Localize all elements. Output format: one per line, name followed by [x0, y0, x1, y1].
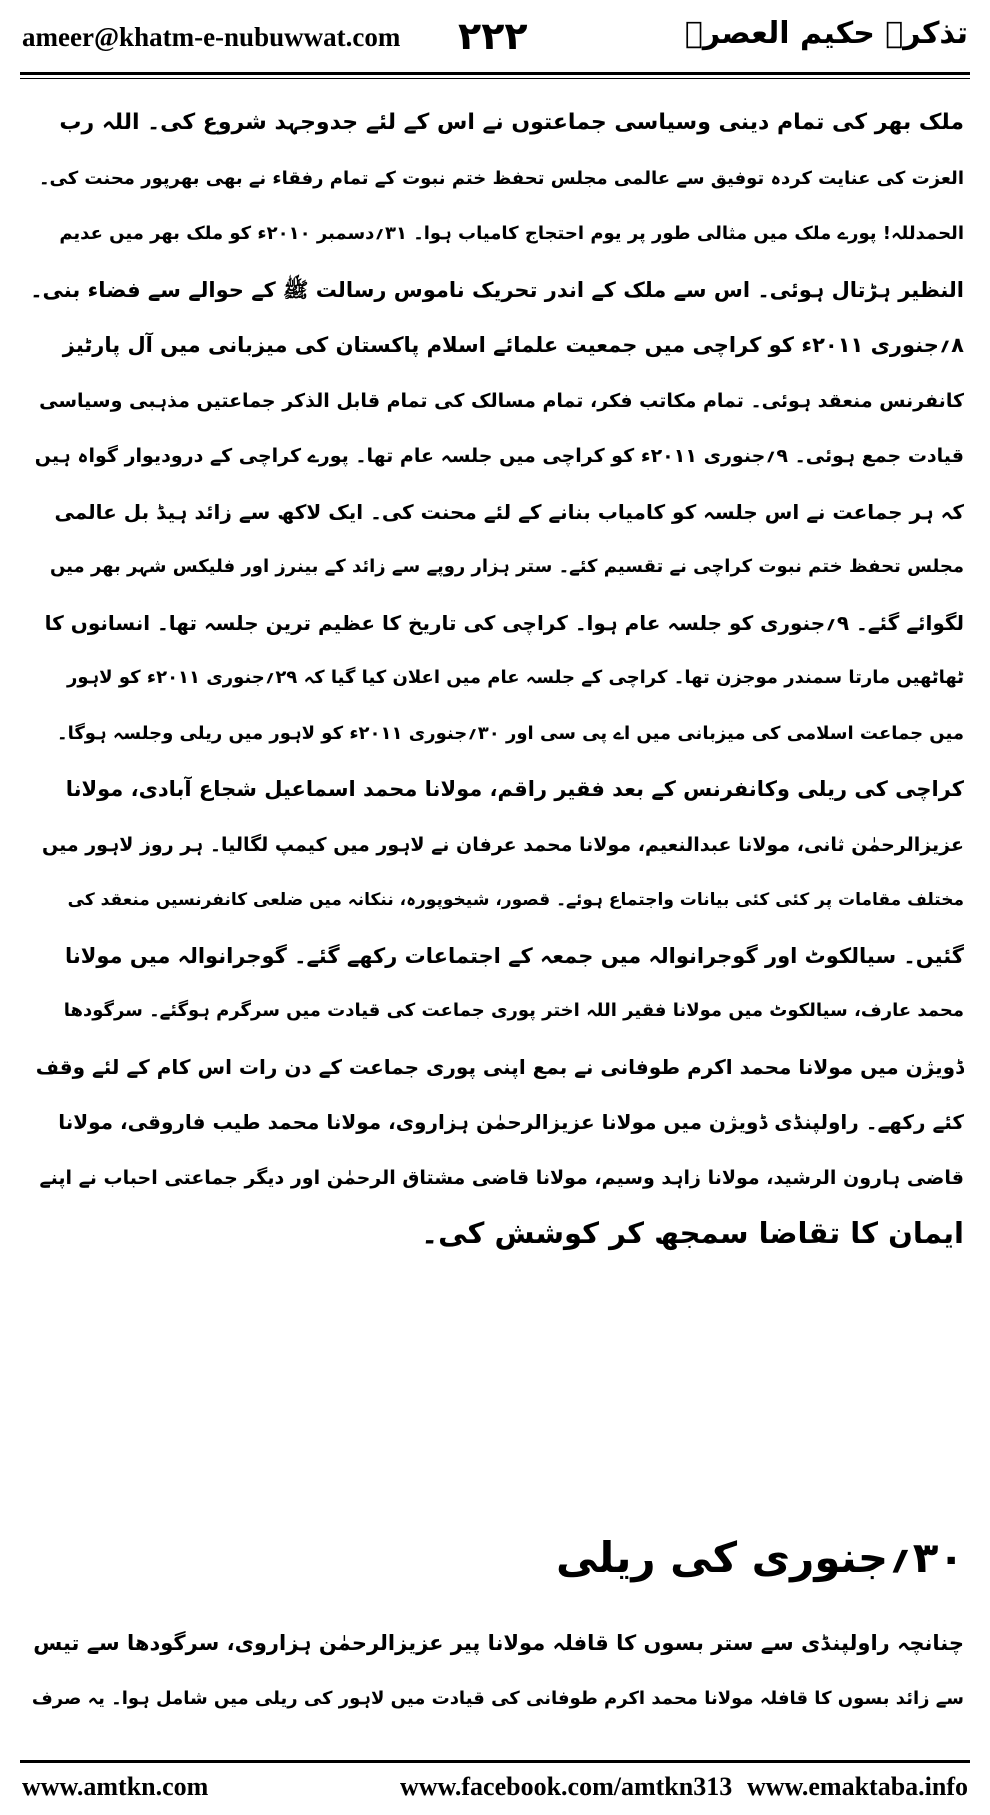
body-line: العزت کی عنایت کردہ توفیق سے عالمی مجلس تحفظ ختم نبوت کے تمام رفقاء نے بھی بھرپور محنت کی۔: [38, 167, 964, 189]
footer-link-facebook[interactable]: www.facebook.com/amtkn313: [400, 1772, 733, 1801]
body-line: محمد عارف، سیالکوٹ میں مولانا فقیر اللہ اختر پوری جماعت کی قیادت میں سرگرم ہوگئے۔ سرگودھا: [63, 1000, 964, 1021]
body-line: میں جماعت اسلامی کی میزبانی میں اے پی سی اور ۳۰؍جنوری ۲۰۱۱ء کو لاہور میں ریلی وجلسہ ہوگا۔: [57, 722, 964, 744]
body-line: کراچی کی ریلی وکانفرنس کے بعد فقیر راقم، مولانا محمد اسماعیل شجاع آبادی، مولانا: [65, 777, 964, 801]
body-line: مجلس تحفظ ختم نبوت کراچی نے تقسیم کئے۔ ستر ہزار روپے سے زائد کے بینرز اور فلیکس شہر بھر میں: [49, 556, 964, 577]
body-line: کہ ہر جماعت نے اس جلسہ کو کامیاب بنانے کے لئے محنت کی۔ ایک لاکھ سے زائد ہیڈ بل عالمی: [54, 499, 964, 524]
footer-link-emaktaba[interactable]: www.emaktaba.info: [746, 1772, 968, 1801]
section-line: سے زائد بسوں کا قافلہ مولانا محمد اکرم طوفانی کی قیادت میں لاہور کی ریلی میں شامل ہوا۔ یہ صرف: [31, 1688, 964, 1709]
body-line: ملک بھر کی تمام دینی وسیاسی جماعتوں نے اس کے لئے جدوجہد شروع کی۔ اللہ رب: [59, 110, 964, 135]
body-line: کانفرنس منعقد ہوئی۔ تمام مکاتب فکر، تمام مسالک کی تمام قابل الذکر جماعتیں مذہبی وسیاسی: [39, 389, 964, 412]
book-title: تذکرہ حکیم العصرؒ: [684, 16, 968, 51]
footer-link-amtkn[interactable]: www.amtkn.com: [22, 1772, 209, 1801]
body-line: عزیزالرحمٰن ثانی، مولانا عبدالنعیم، مولانا محمد عرفان نے لاہور میں کیمپ لگالیا۔ ہر روز لاہور میں: [41, 833, 964, 856]
footer-rule: [20, 1760, 970, 1763]
body-line: لگوائے گئے۔ ۹؍جنوری کو جلسہ عام ہوا۔ کراچی کی تاریخ کا عظیم ترین جلسہ تھا۔ انسانوں کا: [44, 610, 964, 635]
page-number: ۲۲۲: [458, 14, 528, 58]
body-line: قاضی ہارون الرشید، مولانا زاہد وسیم، مولانا قاضی مشتاق الرحمٰن اور دیگر جماعتی احباب نے اپنے: [39, 1166, 964, 1189]
body-line: ۸؍جنوری ۲۰۱۱ء کو کراچی میں جمعیت علمائے اسلام پاکستان کی میزبانی میں آل پارٹیز: [62, 333, 964, 357]
body-line: ڈویژن میں مولانا محمد اکرم طوفانی نے بمع اپنی پوری جماعت کے دن رات اس کام کے لئے وقف: [35, 1054, 964, 1079]
body-line: ایمان کا تقاضا سمجھ کر کوشش کی۔: [421, 1216, 964, 1250]
header-rule: [20, 72, 970, 75]
body-line: النظیر ہڑتال ہوئی۔ اس سے ملک کے اندر تحریک ناموس رسالت ﷺ کے حوالے سے فضاء بنی۔: [30, 277, 964, 302]
body-line: مختلف مقامات پر کئی کئی بیانات واجتماع ہوئے۔ قصور، شیخوپورہ، ننکانہ میں ضلعی کانفرنسیں منعقد کی: [67, 890, 964, 910]
section-heading: ۳۰؍جنوری کی ریلی: [555, 1533, 964, 1582]
body-line: گئیں۔ سیالکوٹ اور گوجرانوالہ میں جمعہ کے اجتماعات رکھے گئے۔ گوجرانوالہ میں مولانا: [64, 943, 964, 968]
section-line: چنانچہ راولپنڈی سے ستر بسوں کا قافلہ مولانا پیر عزیزالرحمٰن ہزاروی، سرگودھا سے تیس: [33, 1631, 964, 1655]
body-line: ٹھاٹھیں مارتا سمندر موجزن تھا۔ کراچی کے جلسہ عام میں اعلان کیا گیا کہ ۲۹؍جنوری ۲۰۱۱ء کو لاہور: [66, 667, 964, 688]
header-email: ameer@khatm-e-nubuwwat.com: [22, 22, 401, 52]
body-line: الحمدللہ! پورے ملک میں مثالی طور پر یوم احتجاج کامیاب ہوا۔ ۳۱؍دسمبر ۲۰۱۰ء کو ملک بھر میں عدیم: [59, 223, 964, 244]
header-rule-thin: [20, 78, 970, 79]
body-line: کئے رکھے۔ راولپنڈی ڈویژن میں مولانا عزیزالرحمٰن ہزاروی، مولانا محمد طیب فاروقی، مولانا: [58, 1110, 964, 1134]
body-line: قیادت جمع ہوئی۔ ۹؍جنوری ۲۰۱۱ء کو کراچی میں جلسہ عام تھا۔ پورے کراچی کے درودیوار گواہ ہیں: [34, 445, 964, 467]
